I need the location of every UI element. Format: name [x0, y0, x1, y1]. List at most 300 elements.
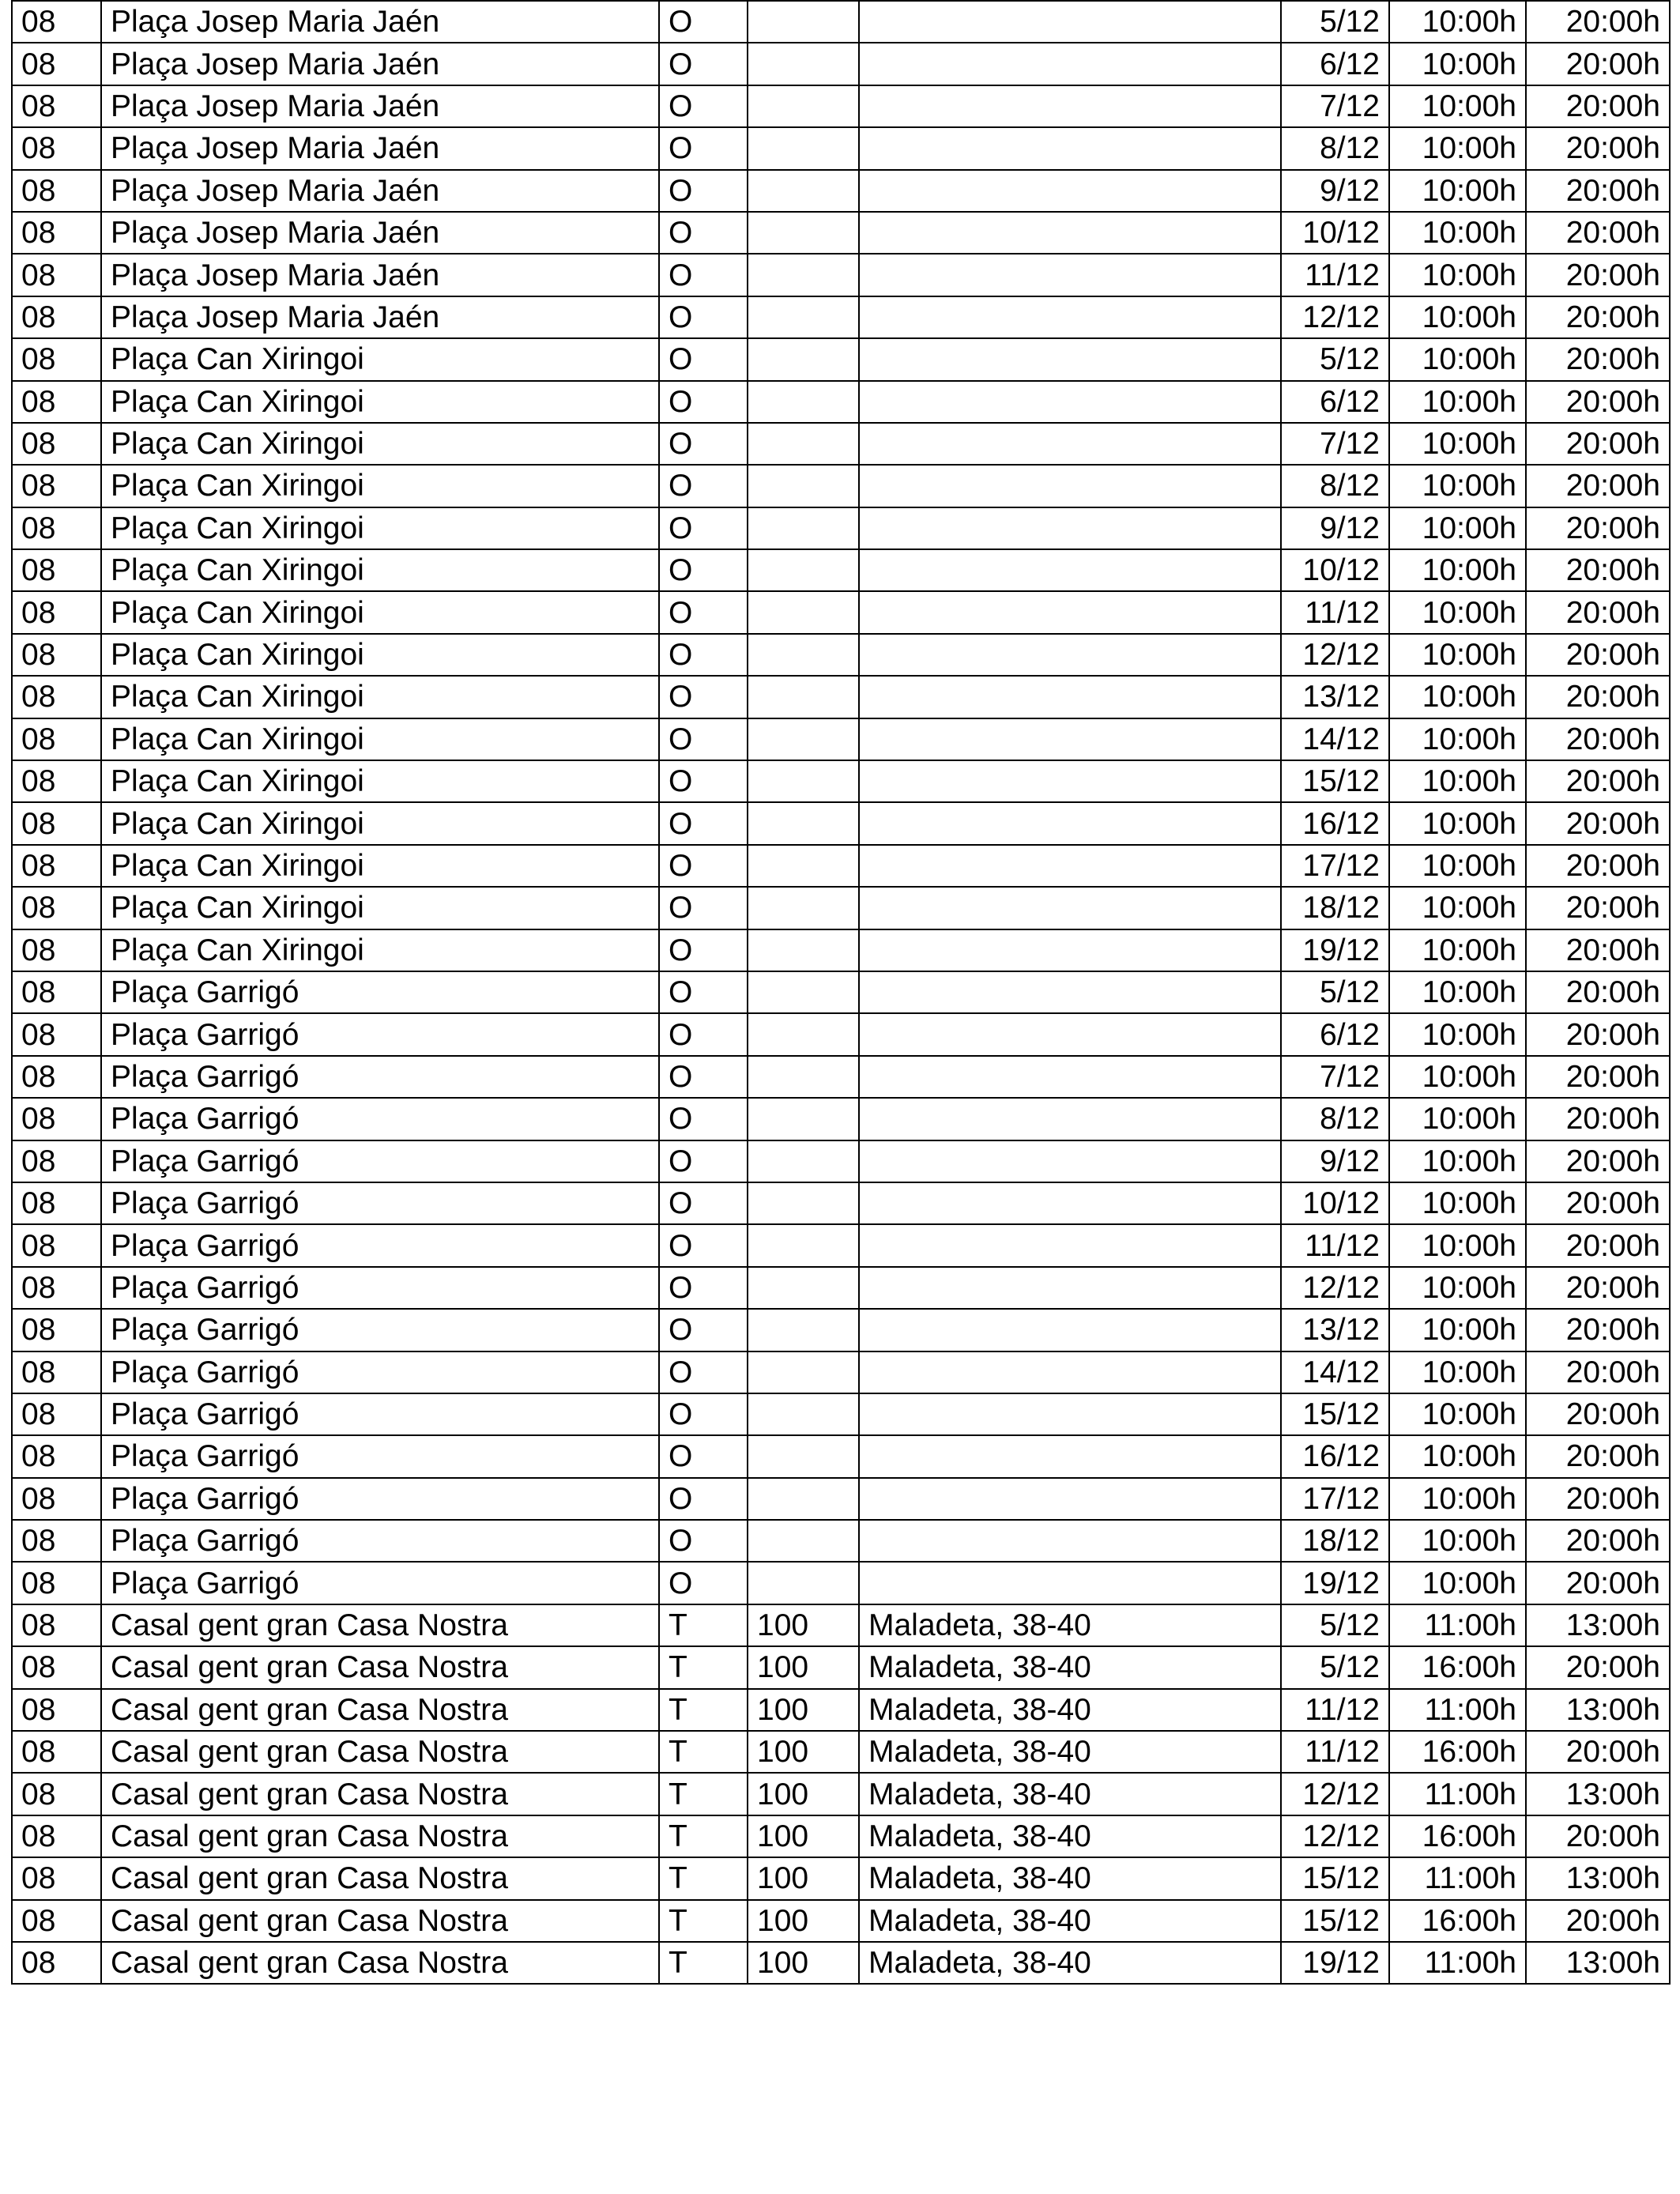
- date-cell: 10/12: [1281, 1182, 1389, 1224]
- start-time-cell: 16:00h: [1389, 1731, 1526, 1773]
- district-cell: 08: [12, 423, 101, 465]
- table-row: [12, 1604, 1670, 1646]
- location-cell: Plaça Josep Maria Jaén: [101, 170, 659, 212]
- end-time-cell: 20:00h: [1526, 381, 1670, 423]
- date-cell: 16/12: [1281, 1435, 1389, 1477]
- start-time-cell: 10:00h: [1389, 549, 1526, 591]
- location-cell: Plaça Garrigó: [101, 1182, 659, 1224]
- start-time-cell: 10:00h: [1389, 1098, 1526, 1140]
- district-cell: 08: [12, 43, 101, 85]
- location-cell: Plaça Josep Maria Jaén: [101, 127, 659, 169]
- capacity-cell: [748, 254, 859, 296]
- start-time-cell: 10:00h: [1389, 338, 1526, 380]
- end-time-cell: 20:00h: [1526, 254, 1670, 296]
- district-cell: 08: [12, 760, 101, 802]
- district-cell: 08: [12, 1646, 101, 1688]
- location-cell: Casal gent gran Casa Nostra: [101, 1815, 659, 1857]
- address-cell: [859, 465, 1281, 507]
- capacity-cell: 100: [748, 1646, 859, 1688]
- district-cell: 08: [12, 1520, 101, 1562]
- type-cell: O: [659, 127, 748, 169]
- date-cell: 12/12: [1281, 296, 1389, 338]
- capacity-cell: [748, 634, 859, 676]
- end-time-cell: 20:00h: [1526, 845, 1670, 887]
- type-cell: O: [659, 254, 748, 296]
- end-time-cell: 20:00h: [1526, 1815, 1670, 1857]
- address-cell: [859, 634, 1281, 676]
- capacity-cell: [748, 971, 859, 1013]
- district-cell: 08: [12, 338, 101, 380]
- table-row: [12, 465, 1670, 507]
- end-time-cell: 20:00h: [1526, 1646, 1670, 1688]
- address-cell: Maladeta, 38-40: [859, 1857, 1281, 1899]
- type-cell: O: [659, 887, 748, 929]
- start-time-cell: 10:00h: [1389, 254, 1526, 296]
- date-cell: 12/12: [1281, 1267, 1389, 1309]
- location-cell: Plaça Josep Maria Jaén: [101, 254, 659, 296]
- capacity-cell: [748, 423, 859, 465]
- type-cell: O: [659, 338, 748, 380]
- district-cell: 08: [12, 170, 101, 212]
- location-cell: Plaça Can Xiringoi: [101, 381, 659, 423]
- address-cell: [859, 1098, 1281, 1140]
- district-cell: 08: [12, 1309, 101, 1351]
- capacity-cell: [748, 170, 859, 212]
- capacity-cell: [748, 1267, 859, 1309]
- address-cell: [859, 423, 1281, 465]
- address-cell: [859, 887, 1281, 929]
- type-cell: O: [659, 85, 748, 127]
- capacity-cell: [748, 1140, 859, 1182]
- end-time-cell: 20:00h: [1526, 296, 1670, 338]
- table-row: [12, 1267, 1670, 1309]
- district-cell: 08: [12, 1857, 101, 1899]
- type-cell: O: [659, 1435, 748, 1477]
- end-time-cell: 13:00h: [1526, 1689, 1670, 1731]
- type-cell: O: [659, 423, 748, 465]
- type-cell: T: [659, 1857, 748, 1899]
- end-time-cell: 20:00h: [1526, 43, 1670, 85]
- table-row: [12, 1098, 1670, 1140]
- type-cell: T: [659, 1900, 748, 1942]
- capacity-cell: [748, 887, 859, 929]
- table-row: [12, 507, 1670, 549]
- address-cell: [859, 760, 1281, 802]
- end-time-cell: 20:00h: [1526, 1267, 1670, 1309]
- capacity-cell: [748, 1351, 859, 1393]
- district-cell: 08: [12, 1267, 101, 1309]
- type-cell: O: [659, 465, 748, 507]
- district-cell: 08: [12, 549, 101, 591]
- start-time-cell: 10:00h: [1389, 1182, 1526, 1224]
- end-time-cell: 20:00h: [1526, 634, 1670, 676]
- table-row: [12, 254, 1670, 296]
- capacity-cell: [748, 1224, 859, 1266]
- start-time-cell: 10:00h: [1389, 1520, 1526, 1562]
- table-row: [12, 1520, 1670, 1562]
- district-cell: 08: [12, 1942, 101, 1984]
- start-time-cell: 10:00h: [1389, 971, 1526, 1013]
- date-cell: 5/12: [1281, 1604, 1389, 1646]
- end-time-cell: 20:00h: [1526, 1182, 1670, 1224]
- table-row: [12, 1, 1670, 43]
- table-row: [12, 929, 1670, 971]
- capacity-cell: [748, 85, 859, 127]
- date-cell: 5/12: [1281, 1646, 1389, 1688]
- capacity-cell: 100: [748, 1900, 859, 1942]
- capacity-cell: [748, 929, 859, 971]
- type-cell: O: [659, 845, 748, 887]
- table-row: [12, 676, 1670, 718]
- capacity-cell: [748, 1013, 859, 1055]
- district-cell: 08: [12, 465, 101, 507]
- district-cell: 08: [12, 1182, 101, 1224]
- table-row: [12, 1815, 1670, 1857]
- capacity-cell: 100: [748, 1857, 859, 1899]
- end-time-cell: 20:00h: [1526, 802, 1670, 844]
- type-cell: T: [659, 1942, 748, 1984]
- capacity-cell: [748, 507, 859, 549]
- type-cell: O: [659, 1224, 748, 1266]
- schedule-table: [11, 0, 1671, 1985]
- table-row: [12, 1731, 1670, 1773]
- address-cell: [859, 296, 1281, 338]
- location-cell: Plaça Can Xiringoi: [101, 845, 659, 887]
- start-time-cell: 11:00h: [1389, 1604, 1526, 1646]
- table-row: [12, 1435, 1670, 1477]
- date-cell: 12/12: [1281, 1815, 1389, 1857]
- address-cell: [859, 85, 1281, 127]
- start-time-cell: 10:00h: [1389, 1562, 1526, 1604]
- table-row: [12, 971, 1670, 1013]
- address-cell: [859, 43, 1281, 85]
- location-cell: Casal gent gran Casa Nostra: [101, 1900, 659, 1942]
- capacity-cell: 100: [748, 1731, 859, 1773]
- date-cell: 12/12: [1281, 634, 1389, 676]
- end-time-cell: 20:00h: [1526, 85, 1670, 127]
- table-row: [12, 423, 1670, 465]
- district-cell: 08: [12, 634, 101, 676]
- table-row: [12, 1478, 1670, 1520]
- table-row: [12, 1562, 1670, 1604]
- district-cell: 08: [12, 1224, 101, 1266]
- end-time-cell: 20:00h: [1526, 1351, 1670, 1393]
- district-cell: 08: [12, 1140, 101, 1182]
- type-cell: T: [659, 1646, 748, 1688]
- type-cell: O: [659, 1, 748, 43]
- type-cell: O: [659, 1013, 748, 1055]
- district-cell: 08: [12, 1056, 101, 1098]
- end-time-cell: 20:00h: [1526, 1900, 1670, 1942]
- end-time-cell: 20:00h: [1526, 338, 1670, 380]
- location-cell: Plaça Garrigó: [101, 971, 659, 1013]
- district-cell: 08: [12, 507, 101, 549]
- start-time-cell: 10:00h: [1389, 760, 1526, 802]
- address-cell: Maladeta, 38-40: [859, 1731, 1281, 1773]
- start-time-cell: 10:00h: [1389, 802, 1526, 844]
- capacity-cell: [748, 127, 859, 169]
- end-time-cell: 20:00h: [1526, 127, 1670, 169]
- start-time-cell: 10:00h: [1389, 845, 1526, 887]
- location-cell: Plaça Garrigó: [101, 1267, 659, 1309]
- type-cell: O: [659, 929, 748, 971]
- type-cell: O: [659, 1056, 748, 1098]
- table-row: [12, 887, 1670, 929]
- end-time-cell: 20:00h: [1526, 1435, 1670, 1477]
- start-time-cell: 10:00h: [1389, 1224, 1526, 1266]
- table-row: [12, 845, 1670, 887]
- location-cell: Plaça Josep Maria Jaén: [101, 43, 659, 85]
- start-time-cell: 10:00h: [1389, 1, 1526, 43]
- address-cell: [859, 718, 1281, 760]
- date-cell: 15/12: [1281, 760, 1389, 802]
- location-cell: Plaça Can Xiringoi: [101, 549, 659, 591]
- end-time-cell: 20:00h: [1526, 1098, 1670, 1140]
- start-time-cell: 11:00h: [1389, 1773, 1526, 1815]
- end-time-cell: 20:00h: [1526, 1393, 1670, 1435]
- end-time-cell: 20:00h: [1526, 1478, 1670, 1520]
- capacity-cell: [748, 591, 859, 633]
- location-cell: Plaça Can Xiringoi: [101, 591, 659, 633]
- date-cell: 5/12: [1281, 1, 1389, 43]
- location-cell: Plaça Can Xiringoi: [101, 718, 659, 760]
- table-row: [12, 127, 1670, 169]
- address-cell: [859, 1, 1281, 43]
- table-row: [12, 1900, 1670, 1942]
- table-row: [12, 634, 1670, 676]
- end-time-cell: 20:00h: [1526, 507, 1670, 549]
- capacity-cell: 100: [748, 1604, 859, 1646]
- type-cell: O: [659, 1267, 748, 1309]
- date-cell: 19/12: [1281, 1942, 1389, 1984]
- end-time-cell: 20:00h: [1526, 1224, 1670, 1266]
- table-row: [12, 170, 1670, 212]
- end-time-cell: 20:00h: [1526, 549, 1670, 591]
- date-cell: 8/12: [1281, 127, 1389, 169]
- location-cell: Plaça Garrigó: [101, 1224, 659, 1266]
- start-time-cell: 11:00h: [1389, 1689, 1526, 1731]
- capacity-cell: 100: [748, 1773, 859, 1815]
- location-cell: Casal gent gran Casa Nostra: [101, 1689, 659, 1731]
- location-cell: Plaça Can Xiringoi: [101, 423, 659, 465]
- address-cell: [859, 1435, 1281, 1477]
- capacity-cell: [748, 845, 859, 887]
- start-time-cell: 10:00h: [1389, 1309, 1526, 1351]
- district-cell: 08: [12, 1731, 101, 1773]
- location-cell: Casal gent gran Casa Nostra: [101, 1773, 659, 1815]
- type-cell: O: [659, 507, 748, 549]
- table-row: [12, 802, 1670, 844]
- start-time-cell: 10:00h: [1389, 507, 1526, 549]
- start-time-cell: 10:00h: [1389, 676, 1526, 718]
- capacity-cell: [748, 676, 859, 718]
- location-cell: Plaça Can Xiringoi: [101, 338, 659, 380]
- address-cell: [859, 929, 1281, 971]
- capacity-cell: [748, 718, 859, 760]
- type-cell: O: [659, 212, 748, 254]
- address-cell: [859, 212, 1281, 254]
- date-cell: 7/12: [1281, 423, 1389, 465]
- capacity-cell: [748, 1520, 859, 1562]
- district-cell: 08: [12, 127, 101, 169]
- end-time-cell: 20:00h: [1526, 676, 1670, 718]
- address-cell: [859, 1562, 1281, 1604]
- table-row: [12, 1013, 1670, 1055]
- date-cell: 8/12: [1281, 465, 1389, 507]
- capacity-cell: [748, 296, 859, 338]
- date-cell: 19/12: [1281, 1562, 1389, 1604]
- type-cell: T: [659, 1731, 748, 1773]
- type-cell: O: [659, 802, 748, 844]
- start-time-cell: 11:00h: [1389, 1857, 1526, 1899]
- district-cell: 08: [12, 1900, 101, 1942]
- date-cell: 18/12: [1281, 887, 1389, 929]
- capacity-cell: [748, 465, 859, 507]
- district-cell: 08: [12, 1562, 101, 1604]
- type-cell: O: [659, 1140, 748, 1182]
- type-cell: O: [659, 296, 748, 338]
- date-cell: 18/12: [1281, 1520, 1389, 1562]
- start-time-cell: 16:00h: [1389, 1646, 1526, 1688]
- date-cell: 11/12: [1281, 1224, 1389, 1266]
- type-cell: O: [659, 634, 748, 676]
- capacity-cell: [748, 1309, 859, 1351]
- district-cell: 08: [12, 1435, 101, 1477]
- start-time-cell: 10:00h: [1389, 591, 1526, 633]
- start-time-cell: 10:00h: [1389, 1056, 1526, 1098]
- date-cell: 7/12: [1281, 1056, 1389, 1098]
- location-cell: Casal gent gran Casa Nostra: [101, 1731, 659, 1773]
- start-time-cell: 10:00h: [1389, 929, 1526, 971]
- type-cell: O: [659, 1351, 748, 1393]
- end-time-cell: 20:00h: [1526, 170, 1670, 212]
- address-cell: [859, 1013, 1281, 1055]
- start-time-cell: 10:00h: [1389, 423, 1526, 465]
- date-cell: 6/12: [1281, 43, 1389, 85]
- address-cell: [859, 1224, 1281, 1266]
- end-time-cell: 20:00h: [1526, 929, 1670, 971]
- location-cell: Plaça Can Xiringoi: [101, 676, 659, 718]
- address-cell: [859, 845, 1281, 887]
- location-cell: Plaça Garrigó: [101, 1056, 659, 1098]
- location-cell: Plaça Garrigó: [101, 1393, 659, 1435]
- type-cell: T: [659, 1689, 748, 1731]
- address-cell: Maladeta, 38-40: [859, 1942, 1281, 1984]
- end-time-cell: 20:00h: [1526, 465, 1670, 507]
- type-cell: O: [659, 1520, 748, 1562]
- start-time-cell: 16:00h: [1389, 1900, 1526, 1942]
- end-time-cell: 20:00h: [1526, 1309, 1670, 1351]
- address-cell: [859, 1267, 1281, 1309]
- type-cell: O: [659, 971, 748, 1013]
- address-cell: [859, 802, 1281, 844]
- end-time-cell: 13:00h: [1526, 1942, 1670, 1984]
- start-time-cell: 10:00h: [1389, 43, 1526, 85]
- table-row: [12, 338, 1670, 380]
- district-cell: 08: [12, 1351, 101, 1393]
- district-cell: 08: [12, 381, 101, 423]
- date-cell: 15/12: [1281, 1900, 1389, 1942]
- start-time-cell: 10:00h: [1389, 170, 1526, 212]
- table-row: [12, 1773, 1670, 1815]
- table-body: [12, 1, 1670, 1984]
- district-cell: 08: [12, 1478, 101, 1520]
- district-cell: 08: [12, 887, 101, 929]
- date-cell: 9/12: [1281, 1140, 1389, 1182]
- capacity-cell: [748, 802, 859, 844]
- start-time-cell: 10:00h: [1389, 1140, 1526, 1182]
- capacity-cell: [748, 338, 859, 380]
- table-row: [12, 591, 1670, 633]
- district-cell: 08: [12, 591, 101, 633]
- address-cell: [859, 1478, 1281, 1520]
- district-cell: 08: [12, 718, 101, 760]
- location-cell: Plaça Can Xiringoi: [101, 465, 659, 507]
- location-cell: Plaça Garrigó: [101, 1478, 659, 1520]
- type-cell: O: [659, 43, 748, 85]
- date-cell: 11/12: [1281, 591, 1389, 633]
- address-cell: Maladeta, 38-40: [859, 1900, 1281, 1942]
- location-cell: Plaça Can Xiringoi: [101, 634, 659, 676]
- date-cell: 14/12: [1281, 718, 1389, 760]
- location-cell: Plaça Josep Maria Jaén: [101, 1, 659, 43]
- type-cell: T: [659, 1815, 748, 1857]
- date-cell: 13/12: [1281, 1309, 1389, 1351]
- address-cell: Maladeta, 38-40: [859, 1604, 1281, 1646]
- address-cell: [859, 127, 1281, 169]
- start-time-cell: 10:00h: [1389, 634, 1526, 676]
- district-cell: 08: [12, 802, 101, 844]
- table-row: [12, 85, 1670, 127]
- district-cell: 08: [12, 929, 101, 971]
- end-time-cell: 20:00h: [1526, 212, 1670, 254]
- table-row: [12, 296, 1670, 338]
- address-cell: [859, 338, 1281, 380]
- capacity-cell: [748, 1098, 859, 1140]
- date-cell: 7/12: [1281, 85, 1389, 127]
- date-cell: 17/12: [1281, 845, 1389, 887]
- date-cell: 17/12: [1281, 1478, 1389, 1520]
- location-cell: Plaça Garrigó: [101, 1013, 659, 1055]
- table-row: [12, 1140, 1670, 1182]
- start-time-cell: 10:00h: [1389, 1393, 1526, 1435]
- end-time-cell: 20:00h: [1526, 423, 1670, 465]
- type-cell: O: [659, 760, 748, 802]
- start-time-cell: 10:00h: [1389, 887, 1526, 929]
- address-cell: [859, 381, 1281, 423]
- type-cell: O: [659, 676, 748, 718]
- district-cell: 08: [12, 1393, 101, 1435]
- date-cell: 15/12: [1281, 1393, 1389, 1435]
- address-cell: [859, 1309, 1281, 1351]
- table-row: [12, 760, 1670, 802]
- address-cell: [859, 676, 1281, 718]
- end-time-cell: 20:00h: [1526, 887, 1670, 929]
- table-row: [12, 43, 1670, 85]
- date-cell: 16/12: [1281, 802, 1389, 844]
- capacity-cell: 100: [748, 1815, 859, 1857]
- location-cell: Casal gent gran Casa Nostra: [101, 1646, 659, 1688]
- address-cell: [859, 254, 1281, 296]
- date-cell: 6/12: [1281, 1013, 1389, 1055]
- location-cell: Casal gent gran Casa Nostra: [101, 1857, 659, 1899]
- start-time-cell: 10:00h: [1389, 296, 1526, 338]
- start-time-cell: 10:00h: [1389, 1478, 1526, 1520]
- date-cell: 12/12: [1281, 1773, 1389, 1815]
- type-cell: T: [659, 1604, 748, 1646]
- date-cell: 15/12: [1281, 1857, 1389, 1899]
- address-cell: [859, 170, 1281, 212]
